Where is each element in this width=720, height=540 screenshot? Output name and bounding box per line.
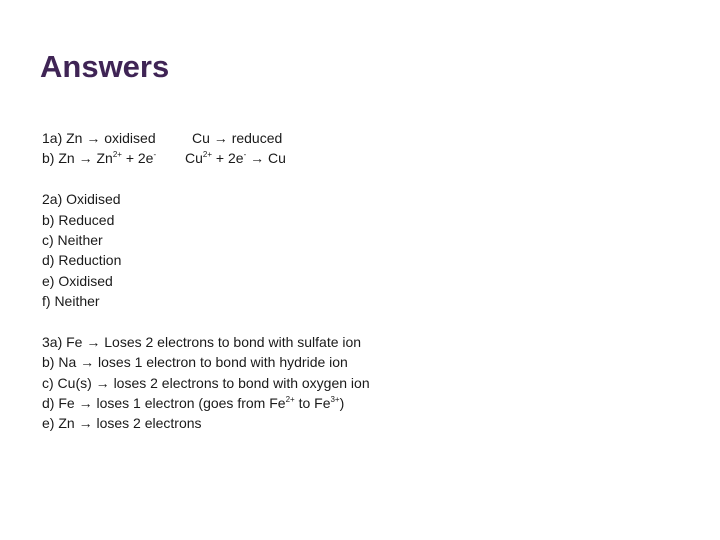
answer-2c-line: c) Neither: [42, 231, 103, 248]
answer-2e-line: e) Oxidised: [42, 272, 113, 289]
answer-2f-line: f) Neither: [42, 293, 100, 310]
cu-ion-charge: 2+: [202, 150, 213, 160]
answer-3d-text: loses 1 electron (goes from Fe: [96, 395, 286, 412]
answer-1a-prefix: 1a) Zn: [42, 130, 83, 146]
answer-3a-line: [42, 332, 370, 352]
electron-charge: -: [243, 150, 247, 160]
electrons-term: + 2e: [215, 150, 244, 167]
answer-3b-prefix: b) Na: [42, 354, 77, 371]
answer-2a-line: 2a) Oxidised: [42, 191, 121, 208]
answer-3d-line: [42, 393, 370, 413]
arrow-right-icon: →: [78, 150, 93, 167]
answer-1a-result: oxidised: [104, 130, 156, 146]
arrow-right-icon: →: [213, 130, 228, 146]
answer-1a-right: [192, 128, 282, 148]
cu-ion: Cu: [185, 150, 203, 167]
fe2-charge: 2+: [285, 395, 295, 405]
answer-1b-prefix: b) Zn: [42, 150, 75, 167]
cu-product: Cu: [268, 150, 286, 167]
electrons-term: + 2e: [125, 150, 154, 167]
answer-3e-prefix: e) Zn: [42, 415, 75, 432]
answer-3c-text: loses 2 electrons to bond with oxygen ion: [113, 374, 370, 391]
arrow-right-icon: →: [86, 333, 101, 350]
answer-3d-text-end: ): [339, 395, 345, 412]
page-title: Answers: [40, 49, 170, 84]
answer-1a-cu: Cu: [192, 130, 210, 146]
answer-1a-line: [42, 128, 370, 148]
arrow-right-icon: →: [78, 415, 93, 432]
answer-3e-line: [42, 413, 370, 433]
answer-3b-text: loses 1 electron to bond with hydride ion: [98, 354, 348, 371]
arrow-right-icon: →: [86, 130, 101, 146]
answer-1b-right: [185, 148, 286, 168]
zn-ion: Zn: [96, 150, 113, 167]
arrow-right-icon: →: [95, 374, 110, 391]
answers-body: [42, 128, 370, 434]
electron-charge: -: [153, 150, 157, 160]
answer-3e-text: loses 2 electrons: [96, 415, 202, 432]
arrow-right-icon: →: [80, 354, 95, 371]
answer-3c-prefix: c) Cu(s): [42, 374, 92, 391]
answer-1a-left: [42, 130, 156, 146]
fe3-charge: 3+: [330, 395, 340, 405]
arrow-right-icon: →: [250, 150, 265, 167]
answer-3b-line: [42, 352, 370, 372]
answer-1b-line: [42, 148, 370, 168]
answer-3a-prefix: 3a) Fe: [42, 333, 83, 350]
answer-1a-cu-result: reduced: [231, 130, 283, 146]
answer-3d-text-mid: to Fe: [294, 395, 331, 412]
zn-ion-charge: 2+: [112, 150, 122, 160]
answer-2b-line: b) Reduced: [42, 211, 115, 228]
arrow-right-icon: →: [78, 395, 93, 412]
answer-3a-text: Loses 2 electrons to bond with sulfate ion: [104, 333, 362, 350]
answer-2d-line: d) Reduction: [42, 252, 122, 269]
answer-1b-left: [42, 150, 156, 166]
answer-3d-prefix: d) Fe: [42, 395, 75, 412]
answer-3c-line: [42, 373, 370, 393]
